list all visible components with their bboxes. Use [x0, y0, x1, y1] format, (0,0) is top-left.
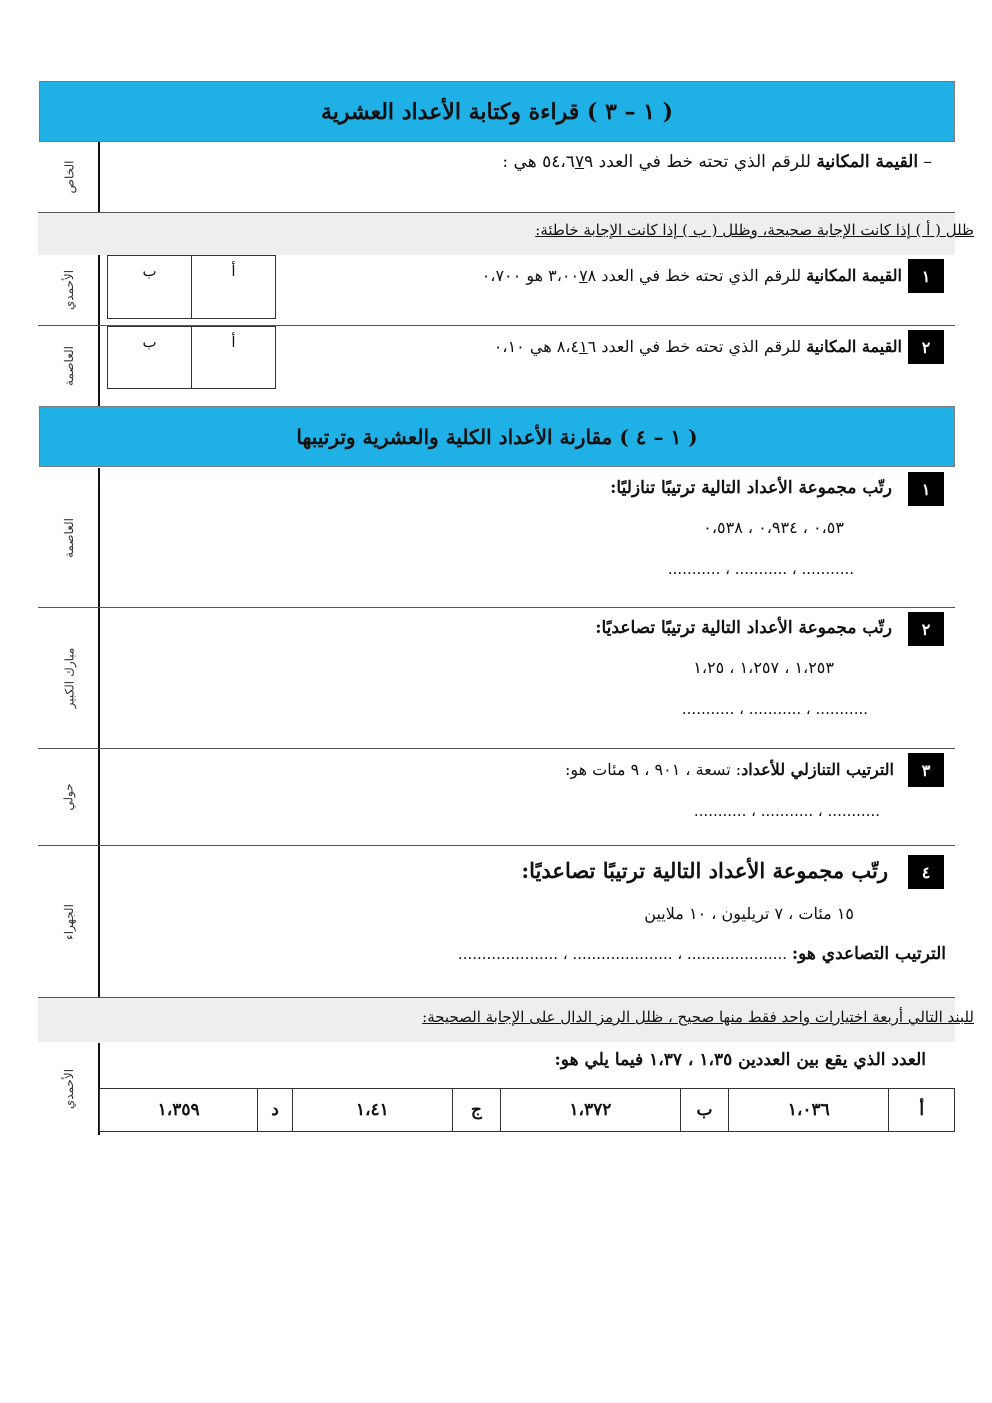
- item-number-part: ٣،٠٠: [548, 266, 580, 285]
- option-letter-b[interactable]: ب: [680, 1089, 728, 1132]
- intro-question: [502, 152, 932, 172]
- item-text: للرقم الذي تحته خط في العدد: [596, 337, 807, 356]
- option-b-cell[interactable]: ب: [142, 262, 157, 280]
- side-label-text: مبارك الكبير: [62, 647, 76, 709]
- side-label-text: العاصمة: [62, 517, 76, 558]
- option-value-b[interactable]: ١،٣٧٢: [501, 1089, 681, 1132]
- q4-answer-line[interactable]: ..................... ، ..................... ، .....................: [457, 945, 792, 963]
- side-label-item1: [38, 255, 100, 325]
- side-label-q4: [38, 846, 100, 997]
- item-bold: القيمة المكانية: [806, 266, 902, 285]
- item-number-part: ٨،٤: [556, 337, 580, 356]
- divider: [98, 326, 100, 406]
- item-bold: القيمة المكانية: [806, 337, 902, 356]
- side-label-q1: [38, 468, 100, 607]
- divider: [98, 468, 100, 607]
- q2-prompt: رتّب مجموعة الأعداد التالية ترتيبًا تصاعديًا:: [595, 618, 892, 638]
- q3-bold: الترتيب التنازلي للأعداد: [741, 760, 894, 779]
- option-value-a[interactable]: ١،٠٣٦: [729, 1089, 889, 1132]
- dash: –: [923, 152, 932, 172]
- side-label-item2: [38, 326, 100, 406]
- row-separator: [38, 845, 955, 846]
- divider: [98, 749, 100, 845]
- item-number-part: ٨ هو ٠،٧٠٠: [481, 266, 597, 285]
- answer-box-item1: [107, 255, 276, 319]
- question-number: ٤: [908, 855, 944, 889]
- option-letter-d[interactable]: د: [258, 1089, 292, 1132]
- underlined-digit: ٧: [579, 266, 588, 285]
- q4-answer-row: [458, 944, 946, 964]
- side-label-text: الأحمدي: [61, 269, 76, 311]
- mcq-question: العدد الذي يقع بين العددين ١،٣٥ ، ١،٣٧ فيما يلي هو:: [554, 1050, 926, 1070]
- q2-answer-line[interactable]: ........... ، ........... ، ...........: [681, 700, 868, 718]
- option-a-cell[interactable]: أ: [191, 327, 275, 388]
- answer-box-item2: [107, 326, 276, 389]
- side-label-mcq: [38, 1043, 100, 1135]
- divider: [98, 846, 100, 997]
- item-number-part: ٦ هي ٠،١٠: [493, 337, 597, 356]
- intro-bold: القيمة المكانية: [816, 152, 919, 172]
- instruction-text: ظلل ( أ ) إذا كانت الإجابة صحيحة، وظلل ( ب ) إذا كانت الإجابة خاطئة:: [535, 221, 974, 239]
- item-text: للرقم الذي تحته خط في العدد: [596, 266, 807, 285]
- question-number: ٢: [908, 612, 944, 646]
- side-label-text: الأحمدي: [61, 1068, 76, 1110]
- side-label-q3: [38, 749, 100, 845]
- mcq-instruction: للبند التالي أربعة اختيارات واحد فقط منها صحيح ، ظلل الرمز الدال على الإجابة الصحيحة:: [422, 1008, 974, 1026]
- option-b-cell[interactable]: ب: [142, 333, 157, 351]
- mcq-options-row: [100, 1089, 955, 1132]
- q4-numbers: ١٥ مئات ، ٧ تريليون ، ١٠ ملايين: [644, 904, 854, 923]
- q4-answer-label: الترتيب التصاعدي هو:: [791, 944, 946, 964]
- intro-number-part: ٩ هي :: [502, 152, 594, 172]
- q3-answer-line[interactable]: ........... ، ........... ، ...........: [693, 802, 880, 820]
- divider: [98, 608, 100, 748]
- q2-numbers: ١،٢٥٣ ، ١،٢٥٧ ، ١،٢٥: [693, 658, 834, 677]
- q1-answer-line[interactable]: ........... ، ........... ، ...........: [667, 560, 854, 578]
- row-separator: [38, 607, 955, 608]
- option-letter-c[interactable]: ج: [452, 1089, 500, 1132]
- q3-question: [565, 760, 894, 779]
- q1-numbers: ٠،٥٣ ، ٠،٩٣٤ ، ٠،٥٣٨: [703, 518, 844, 537]
- q3-text: : تسعة ، ٩٠١ ، ٩ مئات هو:: [564, 760, 742, 779]
- q1-prompt: رتّب مجموعة الأعداد التالية ترتيبًا تنازليًا:: [610, 478, 892, 498]
- option-value-d[interactable]: ١،٣٥٩: [100, 1089, 258, 1132]
- section1-title-text: ( ١ – ٣ ) قراءة وكتابة الأعداد العشرية: [320, 98, 674, 125]
- underlined-digit: ١: [579, 337, 588, 356]
- item1-question: [482, 266, 902, 285]
- question-number: ١: [908, 259, 944, 293]
- q4-prompt: رتّب مجموعة الأعداد التالية ترتيبًا تصاعديًا:: [521, 858, 888, 883]
- intro-number-part: ٥٤،٦: [542, 152, 575, 172]
- option-letter-a[interactable]: أ: [889, 1089, 955, 1132]
- item2-question: [494, 337, 902, 356]
- intro-text: للرقم الذي تحته خط في العدد: [593, 152, 817, 172]
- side-label-text: حولي: [62, 783, 76, 811]
- row-separator: [38, 748, 955, 749]
- option-a-cell[interactable]: أ: [191, 256, 275, 318]
- underlined-digit: ٧: [574, 152, 585, 172]
- side-label-text: الجهراء: [62, 903, 76, 940]
- section2-title-text: ( ١ – ٤ ) مقارنة الأعداد الكلية والعشرية وترتيبها: [296, 424, 698, 449]
- option-value-c[interactable]: ١،٤١: [292, 1089, 452, 1132]
- divider: [98, 255, 100, 325]
- side-label-q2: [38, 608, 100, 748]
- section1-title: [39, 81, 955, 142]
- side-label-text: الخاص: [62, 160, 76, 194]
- mcq-options-table: [99, 1088, 955, 1132]
- divider: [98, 142, 100, 212]
- question-number: ١: [908, 472, 944, 506]
- side-label-intro: [38, 142, 100, 212]
- question-number: ٢: [908, 330, 944, 364]
- section2-title: [39, 406, 955, 467]
- question-number: ٣: [908, 753, 944, 787]
- side-label-text: العاصمة: [62, 346, 76, 386]
